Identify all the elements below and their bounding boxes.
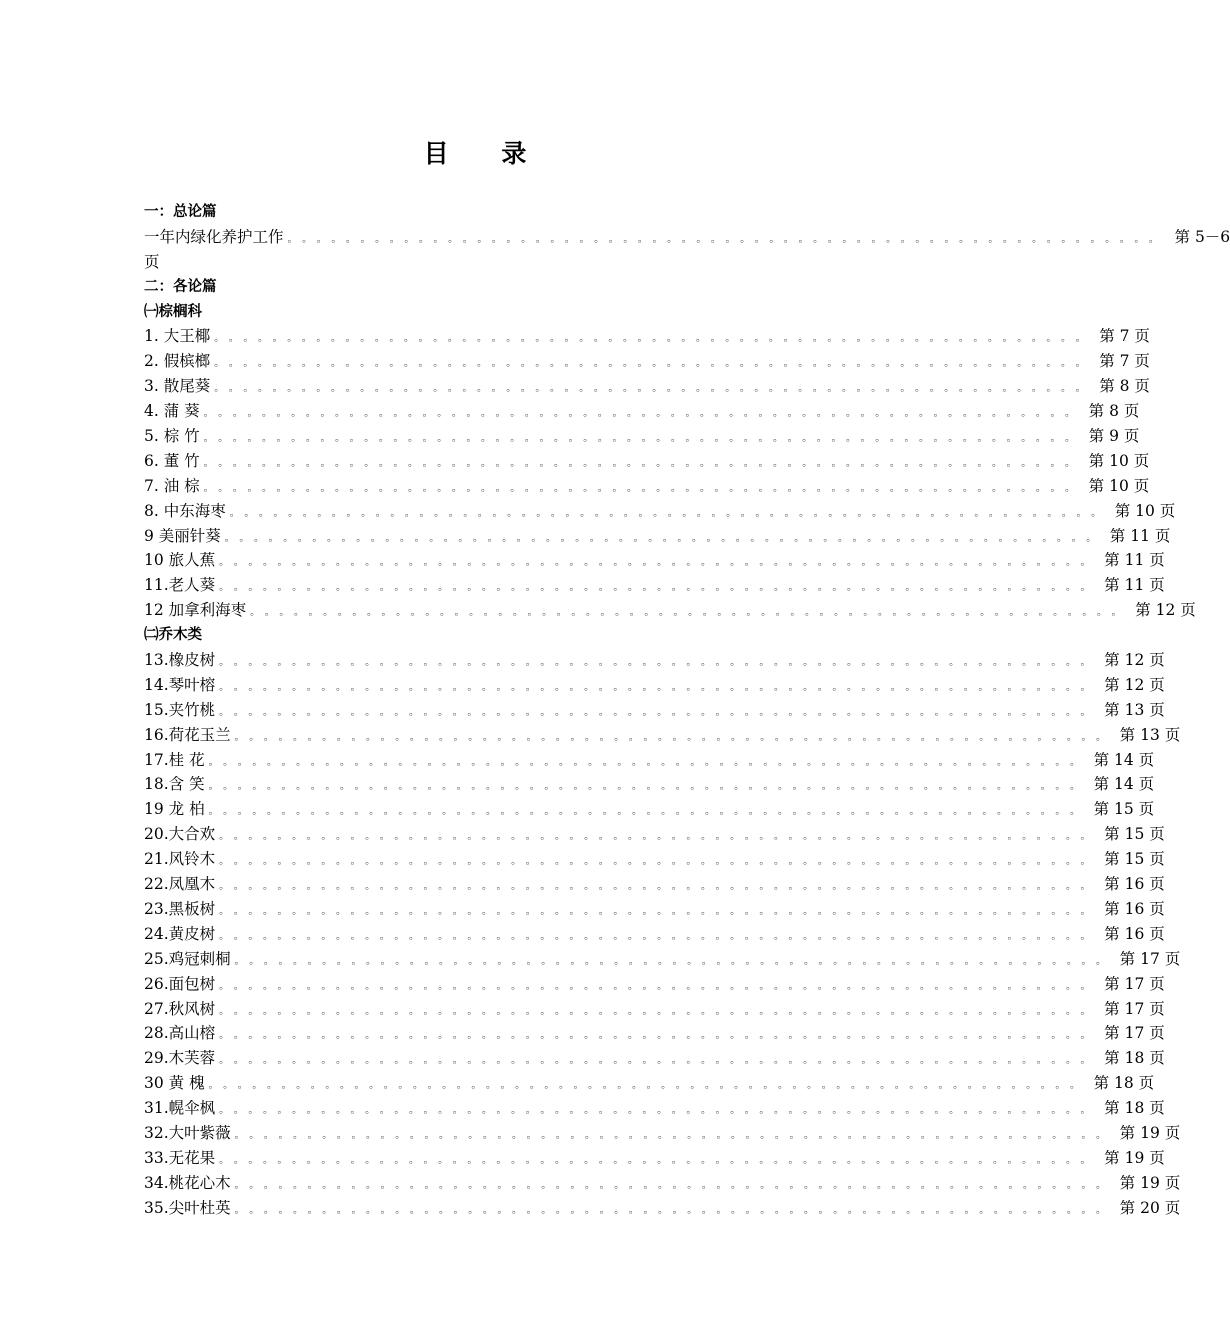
toc-entry[interactable]	[144, 872, 1165, 897]
toc-entry-label: 14.琴叶榕	[144, 675, 216, 694]
toc-entry-label: 21.风铃木	[144, 850, 216, 869]
page-title: 目 录	[423, 139, 549, 168]
toc-entry-page: 第 13 页	[1119, 725, 1181, 744]
toc-entry-label: 22.凤凰木	[144, 875, 216, 894]
toc-entry-page: 第 7 页	[1099, 352, 1150, 371]
toc-entry-label: 28.高山榕	[144, 1024, 216, 1043]
toc-entry-label: 11.老人葵	[144, 576, 216, 595]
toc-entry-label: 7. 油 棕	[144, 476, 200, 495]
toc-entry-label: 31.幌伞枫	[144, 1099, 216, 1118]
toc-entry-label: 29.木芙蓉	[144, 1049, 216, 1068]
toc-entry[interactable]	[144, 524, 1171, 549]
toc-entry-page: 第 19 页	[1119, 1123, 1181, 1142]
toc-entry-page: 第 11 页	[1109, 526, 1171, 545]
toc-entry-page-continued: 页	[144, 252, 160, 271]
dot-leader: 。。。。。。。。。。。。。。。。。。。。。。。。。。。。。。。。。。。。。。。。。。。。。。。。。。。。。。。。。。。。	[219, 1030, 1101, 1042]
dot-leader: 。。。。。。。。。。。。。。。。。。。。。。。。。。。。。。。。。。。。。。。。。。。。。。。。。。。。。。。。。。。。	[219, 905, 1101, 917]
toc-entry-page: 第 14 页	[1093, 775, 1155, 794]
toc-entry-page: 第 8 页	[1088, 402, 1140, 421]
dot-leader: 。。。。。。。。。。。。。。。。。。。。。。。。。。。。。。。。。。。。。。。。。。。。。。。。。。。。。。。。。。。。	[219, 1154, 1101, 1166]
table-of-contents	[144, 200, 1230, 1221]
dot-leader: 。。。。。。。。。。。。。。。。。。。。。。。。。。。。。。。。。。。。。。。。。。。。。。。。。。。。。。。。。。。。	[214, 333, 1096, 345]
toc-entry[interactable]	[144, 225, 1230, 250]
dot-leader: 。。。。。。。。。。。。。。。。。。。。。。。。。。。。。。。。。。。。。。。。。。。。。。。。。。。。。。。。。。。。	[214, 383, 1096, 395]
dot-leader: 。。。。。。。。。。。。。。。。。。。。。。。。。。。。。。。。。。。。。。。。。。。。。。。。。。。。。。。。。。。。	[219, 930, 1101, 942]
toc-entry[interactable]	[144, 1196, 1181, 1221]
toc-entry[interactable]	[144, 972, 1165, 997]
toc-entry-page: 第 12 页	[1135, 601, 1196, 620]
dot-leader: 。。。。。。。。。。。。。。。。。。。。。。。。。。。。。。。。。。。。。。。。。。。。。。。。。。。。。。。。。。。。	[234, 955, 1116, 967]
dot-leader: 。。。。。。。。。。。。。。。。。。。。。。。。。。。。。。。。。。。。。。。。。。。。。。。。。。。。。。。。。。。。	[229, 507, 1111, 519]
toc-entry-label: 24.黄皮树	[144, 924, 216, 943]
toc-entry-label: 32.大叶紫薇	[144, 1123, 231, 1142]
dot-leader: 。。。。。。。。。。。。。。。。。。。。。。。。。。。。。。。。。。。。。。。。。。。。。。。。。。。。。。。。。。。。	[219, 831, 1101, 843]
toc-entry-label: 27.秋风树	[144, 999, 216, 1018]
toc-entry[interactable]	[144, 772, 1155, 797]
toc-entry-page: 第 12 页	[1104, 651, 1165, 670]
dot-leader: 。。。。。。。。。。。。。。。。。。。。。。。。。。。。。。。。。。。。。。。。。。。。。。。。。。。。。。。。。。。。	[219, 681, 1101, 693]
toc-entry-label: 9 美丽针葵	[144, 526, 221, 545]
toc-entry[interactable]	[144, 1146, 1165, 1171]
toc-entry[interactable]	[144, 997, 1165, 1022]
toc-entry-label: 25.鸡冠刺桐	[144, 949, 231, 968]
toc-entry-label: 18.含 笑	[144, 775, 205, 794]
group-trees-list	[144, 648, 1181, 1220]
toc-entry-label: 6. 董 竹	[144, 451, 200, 470]
dot-leader: 。。。。。。。。。。。。。。。。。。。。。。。。。。。。。。。。。。。。。。。。。。。。。。。。。。。。。。。。。。。。	[208, 781, 1090, 793]
dot-leader: 。。。。。。。。。。。。。。。。。。。。。。。。。。。。。。。。。。。。。。。。。。。。。。。。。。。。。。。。。。。。	[203, 482, 1085, 494]
toc-entry[interactable]	[144, 673, 1165, 698]
toc-entry-page: 第 16 页	[1104, 899, 1165, 918]
group-palms-list	[144, 324, 1196, 623]
toc-entry-page: 第 13 页	[1104, 700, 1165, 719]
toc-entry-page: 第 16 页	[1104, 924, 1165, 943]
toc-entry-page: 第 9 页	[1088, 427, 1140, 446]
toc-entry-label: 12 加拿利海枣	[144, 601, 247, 620]
toc-entry-page: 第 8 页	[1099, 377, 1150, 396]
toc-entry[interactable]	[144, 374, 1150, 399]
dot-leader: 。。。。。。。。。。。。。。。。。。。。。。。。。。。。。。。。。。。。。。。。。。。。。。。。。。。。。。。。。。。。	[219, 706, 1101, 718]
dot-leader: 。。。。。。。。。。。。。。。。。。。。。。。。。。。。。。。。。。。。。。。。。。。。。。。。。。。。。。。。。。。。	[219, 856, 1101, 868]
toc-entry[interactable]	[144, 897, 1165, 922]
toc-entry-page: 第 10 页	[1088, 476, 1150, 495]
toc-entry[interactable]	[144, 947, 1181, 972]
toc-entry-label: 1. 大王椰	[144, 327, 211, 346]
toc-entry-page: 第 18 页	[1104, 1099, 1165, 1118]
toc-entry-label: 26.面包树	[144, 974, 216, 993]
dot-leader: 。。。。。。。。。。。。。。。。。。。。。。。。。。。。。。。。。。。。。。。。。。。。。。。。。。。。。。。。。。。。	[219, 582, 1101, 594]
toc-entry-page: 第 10 页	[1088, 451, 1150, 470]
toc-entry-page: 第 10 页	[1114, 501, 1176, 520]
toc-entry-page: 第 17 页	[1104, 1024, 1165, 1043]
dot-leader: 。。。。。。。。。。。。。。。。。。。。。。。。。。。。。。。。。。。。。。。。。。。。。。。。。。。。。。。。。。。。	[219, 1005, 1101, 1017]
toc-entry-label: 15.夹竹桃	[144, 700, 216, 719]
toc-entry[interactable]	[144, 324, 1150, 349]
toc-entry-page: 第 15 页	[1104, 850, 1165, 869]
dot-leader: 。。。。。。。。。。。。。。。。。。。。。。。。。。。。。。。。。。。。。。。。。。。。。。。。。。。。。。。。。。。。	[219, 1105, 1101, 1117]
toc-entry-page: 第 20 页	[1119, 1198, 1181, 1217]
dot-leader: 。。。。。。。。。。。。。。。。。。。。。。。。。。。。。。。。。。。。。。。。。。。。。。。。。。。。。。。。。。。。	[234, 1179, 1116, 1191]
toc-entry-label: 33.无花果	[144, 1148, 216, 1167]
dot-leader: 。。。。。。。。。。。。。。。。。。。。。。。。。。。。。。。。。。。。。。。。。。。。。。。。。。。。。。。。。。。。	[214, 358, 1096, 370]
toc-entry[interactable]	[144, 1096, 1165, 1121]
group-heading-trees: ㈡乔木类	[144, 627, 202, 644]
group-heading-palms: ㈠棕榈科	[144, 303, 202, 320]
toc-entry-page: 第 19 页	[1119, 1173, 1181, 1192]
toc-entry-page: 第 5－6	[1174, 227, 1230, 246]
toc-entry-label: 4. 蒲 葵	[144, 402, 200, 421]
toc-entry-label: 16.荷花玉兰	[144, 725, 231, 744]
toc-entry-page: 第 18 页	[1093, 1074, 1155, 1093]
toc-entry[interactable]	[144, 399, 1140, 424]
section-heading-specific: 二：各论篇	[144, 278, 217, 295]
dot-leader: 。。。。。。。。。。。。。。。。。。。。。。。。。。。。。。。。。。。。。。。。。。。。。。。。。。。。。。。。。。。。	[203, 457, 1085, 469]
dot-leader: 。。。。。。。。。。。。。。。。。。。。。。。。。。。。。。。。。。。。。。。。。。。。。。。。。。。。。。。。。。。。	[250, 607, 1132, 619]
dot-leader: 。。。。。。。。。。。。。。。。。。。。。。。。。。。。。。。。。。。。。。。。。。。。。。。。。。。。。。。。。。。。	[208, 756, 1090, 768]
toc-entry-label: 8. 中东海枣	[144, 501, 226, 520]
toc-entry-label: 5. 棕 竹	[144, 427, 200, 446]
dot-leader: 。。。。。。。。。。。。。。。。。。。。。。。。。。。。。。。。。。。。。。。。。。。。。。。。。。。。。。。。。。。。	[219, 980, 1101, 992]
toc-entry[interactable]	[144, 822, 1165, 847]
toc-entry-label: 2. 假槟榔	[144, 352, 211, 371]
toc-entry-page: 第 7 页	[1099, 327, 1150, 346]
dot-leader: 。。。。。。。。。。。。。。。。。。。。。。。。。。。。。。。。。。。。。。。。。。。。。。。。。。。。。。。。。。。。	[219, 1055, 1101, 1067]
toc-entry-page: 第 18 页	[1104, 1049, 1165, 1068]
dot-leader: 。。。。。。。。。。。。。。。。。。。。。。。。。。。。。。。。。。。。。。。。。。。。。。。。。。。。。。。。。。。。	[219, 657, 1101, 669]
toc-entry[interactable]	[144, 474, 1150, 499]
dot-leader: 。。。。。。。。。。。。。。。。。。。。。。。。。。。。。。。。。。。。。。。。。。。。。。。。。。。。。。。。。。。。	[203, 408, 1085, 420]
section-heading-general: 一：总论篇	[144, 204, 217, 220]
toc-entry[interactable]	[144, 499, 1176, 524]
toc-entry-page: 第 19 页	[1104, 1148, 1165, 1167]
toc-entry-page: 第 12 页	[1104, 675, 1165, 694]
toc-entry[interactable]	[144, 1021, 1165, 1046]
dot-leader: 。。。。。。。。。。。。。。。。。。。。。。。。。。。。。。。。。。。。。。。。。。。。。。。。。。。。。。。。。。。。	[219, 557, 1101, 569]
toc-entry[interactable]	[144, 698, 1165, 723]
toc-entry-label: 3. 散尾葵	[144, 377, 211, 396]
dot-leader: 。。。。。。。。。。。。。。。。。。。。。。。。。。。。。。。。。。。。。。。。。。。。。。。。。。。。。。。。。。。。	[208, 806, 1090, 818]
toc-entry[interactable]	[144, 797, 1155, 822]
toc-entry-page: 第 17 页	[1119, 949, 1181, 968]
toc-entry[interactable]	[144, 748, 1155, 773]
toc-entry[interactable]	[144, 1071, 1155, 1096]
toc-entry[interactable]	[144, 648, 1165, 673]
toc-entry[interactable]	[144, 424, 1140, 449]
toc-entry-page: 第 14 页	[1093, 750, 1155, 769]
dot-leader: 。。。。。。。。。。。。。。。。。。。。。。。。。。。。。。。。。。。。。。。。。。。。。。。。。。。。。。。。。。。。	[234, 731, 1116, 743]
toc-entry-label: 35.尖叶杜英	[144, 1198, 231, 1217]
toc-entry[interactable]	[144, 349, 1150, 374]
toc-entry-label: 17.桂 花	[144, 750, 205, 769]
toc-entry[interactable]	[144, 723, 1181, 748]
toc-entry-label: 23.黑板树	[144, 899, 216, 918]
toc-entry-page: 第 17 页	[1104, 974, 1165, 993]
toc-entry[interactable]	[144, 449, 1150, 474]
toc-entry[interactable]	[144, 573, 1165, 598]
toc-entry[interactable]	[144, 847, 1165, 872]
toc-entry-page: 第 15 页	[1104, 825, 1165, 844]
toc-entry-label: 20.大合欢	[144, 825, 216, 844]
toc-entry[interactable]	[144, 598, 1196, 623]
toc-entry-label: 10 旅人蕉	[144, 551, 216, 570]
dot-leader: 。。。。。。。。。。。。。。。。。。。。。。。。。。。。。。。。。。。。。。。。。。。。。。。。。。。。。。。。。。。。	[224, 532, 1106, 544]
toc-entry[interactable]	[144, 1046, 1165, 1071]
dot-leader: 。。。。。。。。。。。。。。。。。。。。。。。。。。。。。。。。。。。。。。。。。。。。。。。。。。。。。。。。。。。。	[219, 881, 1101, 893]
dot-leader: 。。。。。。。。。。。。。。。。。。。。。。。。。。。。。。。。。。。。。。。。。。。。。。。。。。。。。。。。。。。。	[234, 1129, 1116, 1141]
dot-leader: 。。。。。。。。。。。。。。。。。。。。。。。。。。。。。。。。。。。。。。。。。。。。。。。。。。。。。。。。。。。。	[234, 1204, 1116, 1216]
toc-entry[interactable]	[144, 1171, 1181, 1196]
toc-entry-label: 34.桃花心木	[144, 1173, 231, 1192]
toc-entry-page: 第 17 页	[1104, 999, 1165, 1018]
toc-entry[interactable]	[144, 548, 1165, 573]
dot-leader: 。。。。。。。。。。。。。。。。。。。。。。。。。。。。。。。。。。。。。。。。。。。。。。。。。。。。。。。。。。。。	[287, 233, 1169, 245]
toc-entry[interactable]	[144, 1121, 1181, 1146]
dot-leader: 。。。。。。。。。。。。。。。。。。。。。。。。。。。。。。。。。。。。。。。。。。。。。。。。。。。。。。。。。。。。	[203, 433, 1085, 445]
toc-entry-page: 第 11 页	[1104, 576, 1165, 595]
toc-entry-label: 一年内绿化养护工作	[144, 227, 284, 246]
toc-entry-page: 第 15 页	[1093, 800, 1155, 819]
toc-entry-page: 第 16 页	[1104, 875, 1165, 894]
toc-entry-page: 第 11 页	[1104, 551, 1165, 570]
toc-entry[interactable]	[144, 922, 1165, 947]
dot-leader: 。。。。。。。。。。。。。。。。。。。。。。。。。。。。。。。。。。。。。。。。。。。。。。。。。。。。。。。。。。。。	[208, 1080, 1090, 1092]
toc-entry-label: 13.橡皮树	[144, 651, 216, 670]
toc-entry-label: 19 龙 柏	[144, 800, 205, 819]
toc-entry-label: 30 黄 槐	[144, 1074, 205, 1093]
